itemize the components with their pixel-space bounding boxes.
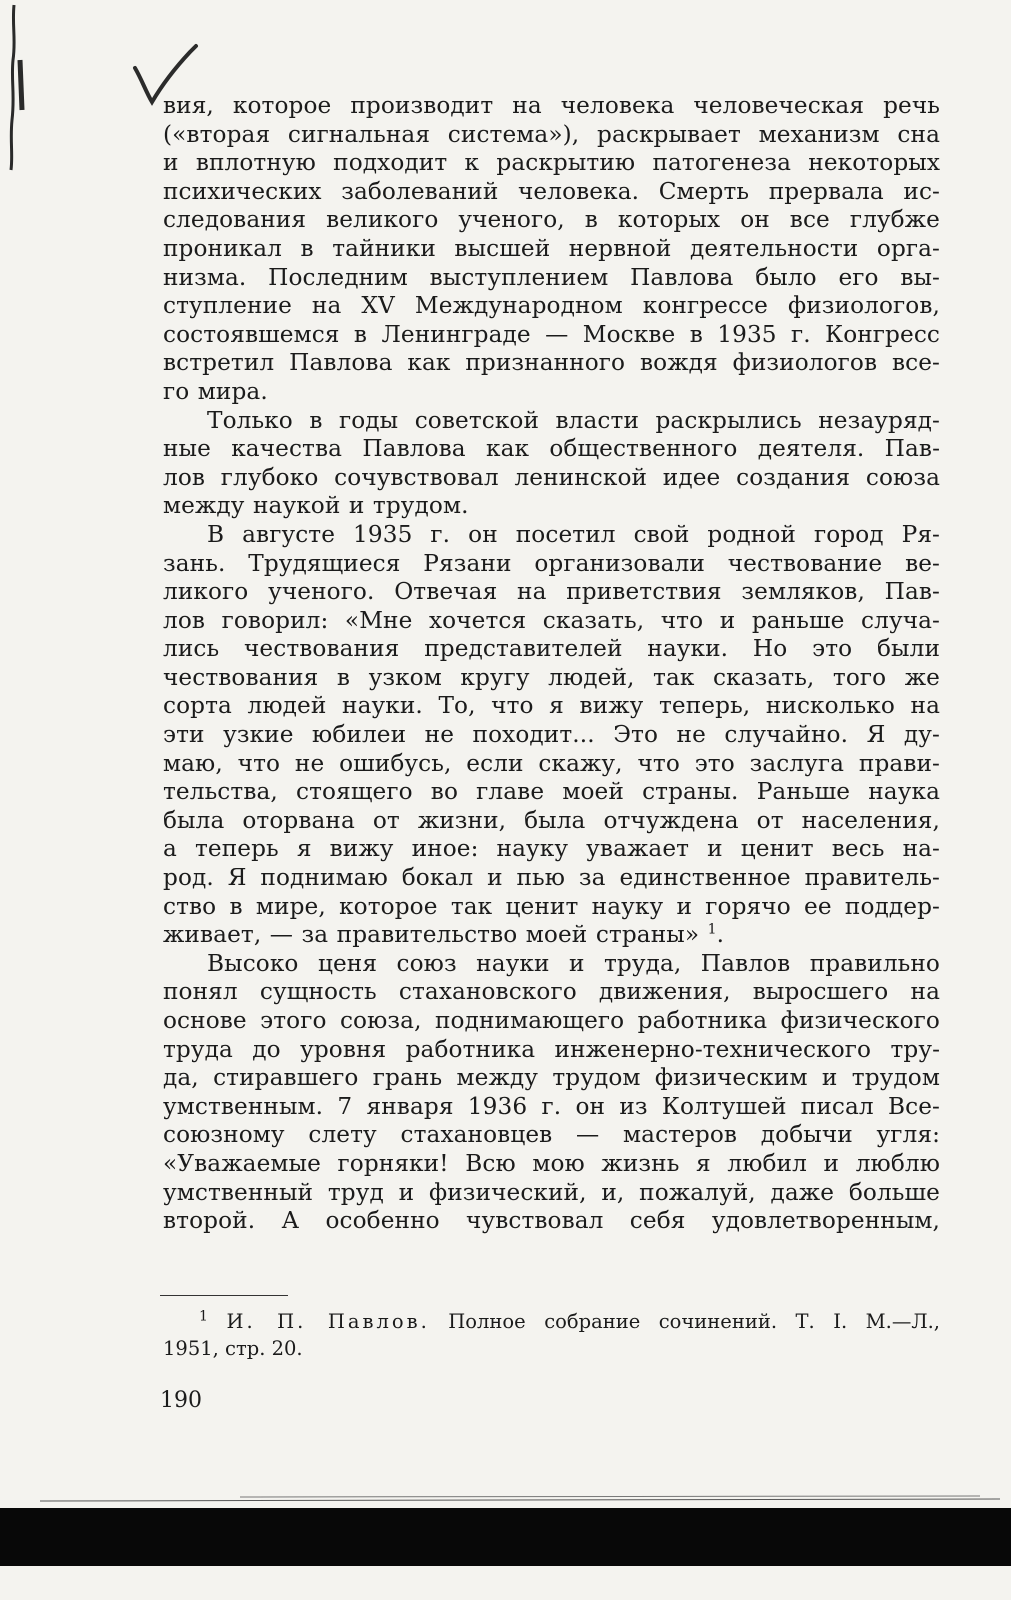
text-line: («вторая сигнальная система»), раскрывает механизм сна: [163, 120, 940, 148]
text-line: второй. А особенно чувствовал себя удовлетворенным,: [163, 1207, 940, 1235]
text-line: Высоко ценя союз науки и труда, Павлов правильно: [207, 949, 940, 977]
text-line: основе этого союза, поднимающего работника физического: [163, 1007, 940, 1034]
text-line: встретил Павлова как признанного вождя физиологов все-: [163, 349, 940, 377]
footnote-reference: 1: [707, 921, 717, 938]
text-line: ные качества Павлова как общественного деятеля. Пав-: [163, 435, 940, 463]
text-line: была оторвана от жизни, была отчуждена от населения,: [163, 806, 940, 834]
text-line: род. Я поднимаю бокал и пью за единственное правитель-: [163, 864, 940, 892]
text-line: да, стиравшего грань между трудом физическим и трудом: [163, 1064, 940, 1092]
main-text: [163, 92, 940, 1236]
text-line: между наукой и трудом.: [163, 492, 469, 520]
page-number: 190: [160, 1388, 202, 1413]
text-line: умственный труд и физический, и, пожалуй, даже больше: [163, 1178, 940, 1206]
text-line: понял сущность стахановского движения, выросшего на: [163, 978, 940, 1006]
sentence-period: .: [716, 921, 725, 949]
text-line: а теперь я вижу иное: науку уважает и ценит весь на-: [163, 835, 940, 863]
text-line: вия, которое производит на человека человеческая речь: [163, 92, 940, 119]
text-line: В августе 1935 г. он посетил свой родной город Ря-: [207, 520, 940, 548]
text-line: эти узкие юбилеи не походит... Это не случайно. Я ду-: [163, 721, 940, 749]
text-line: тельства, стоящего во главе моей страны. Раньше наука: [163, 778, 940, 806]
footnote-line: [163, 1308, 940, 1335]
text-line: следования великого ученого, в которых он все глубже: [163, 206, 940, 234]
text-line: лов говорил: «Мне хочется сказать, что и раньше случа-: [163, 606, 940, 634]
footnote-author: И. П. Павлов.: [226, 1310, 430, 1333]
scan-edge-bar: [0, 1508, 1011, 1566]
text-line: го мира.: [163, 377, 268, 405]
footnote: [163, 1308, 940, 1362]
text-line: лись чествования представителей науки. Но это были: [163, 635, 940, 663]
text-line: низма. Последним выступлением Павлова было его вы-: [163, 263, 940, 291]
text-line: ликого ученого. Отвечая на приветствия земляков, Пав-: [163, 578, 940, 606]
footnote-line: 1951, стр. 20.: [163, 1337, 303, 1360]
footnote-text: Полное собрание сочинений. Т. I. М.—Л.,: [429, 1310, 940, 1333]
footnote-divider: [160, 1295, 288, 1296]
text-line: умственным. 7 января 1936 г. он из Колтушей писал Все-: [163, 1092, 940, 1120]
text-line: маю, что не ошибусь, если скажу, что это заслуга прави-: [163, 749, 940, 777]
text-line: и вплотную подходит к раскрытию патогенеза некоторых: [163, 149, 940, 177]
text-line: ступление на XV Международном конгрессе физиологов,: [163, 292, 940, 320]
text-line: зань. Трудящиеся Рязани организовали чествование ве-: [163, 549, 940, 577]
margin-scribble: [0, 0, 40, 180]
text-line: психических заболеваний человека. Смерть прервала ис-: [163, 177, 940, 205]
text-line: ство в мире, которое так ценит науку и горячо ее поддер-: [163, 892, 940, 920]
text-line: союзному слету стахановцев — мастеров добычи угля:: [163, 1121, 940, 1149]
text-line: Только в годы советской власти раскрылись незауряд-: [207, 406, 940, 434]
text-line: труда до уровня работника инженерно-технического тру-: [163, 1035, 940, 1063]
text-line: чествования в узком кругу людей, так сказать, того же: [163, 663, 940, 691]
footnote-marker: 1: [199, 1308, 208, 1325]
text-line: состоявшемся в Ленинграде — Москве в 1935 г. Конгресс: [163, 320, 940, 348]
text-line: проникал в тайники высшей нервной деятельности орга-: [163, 234, 940, 262]
text-line: живает, — за правительство моей страны»: [163, 921, 700, 949]
text-line-with-footnote: [163, 921, 940, 950]
scan-artifact-lines: [40, 1485, 1000, 1505]
text-line: лов глубоко сочувствовал ленинской идее создания союза: [163, 463, 940, 491]
text-line: «Уважаемые горняки! Всю мою жизнь я любил и люблю: [163, 1149, 940, 1177]
text-line: сорта людей науки. То, что я вижу теперь, нисколько на: [163, 692, 940, 720]
